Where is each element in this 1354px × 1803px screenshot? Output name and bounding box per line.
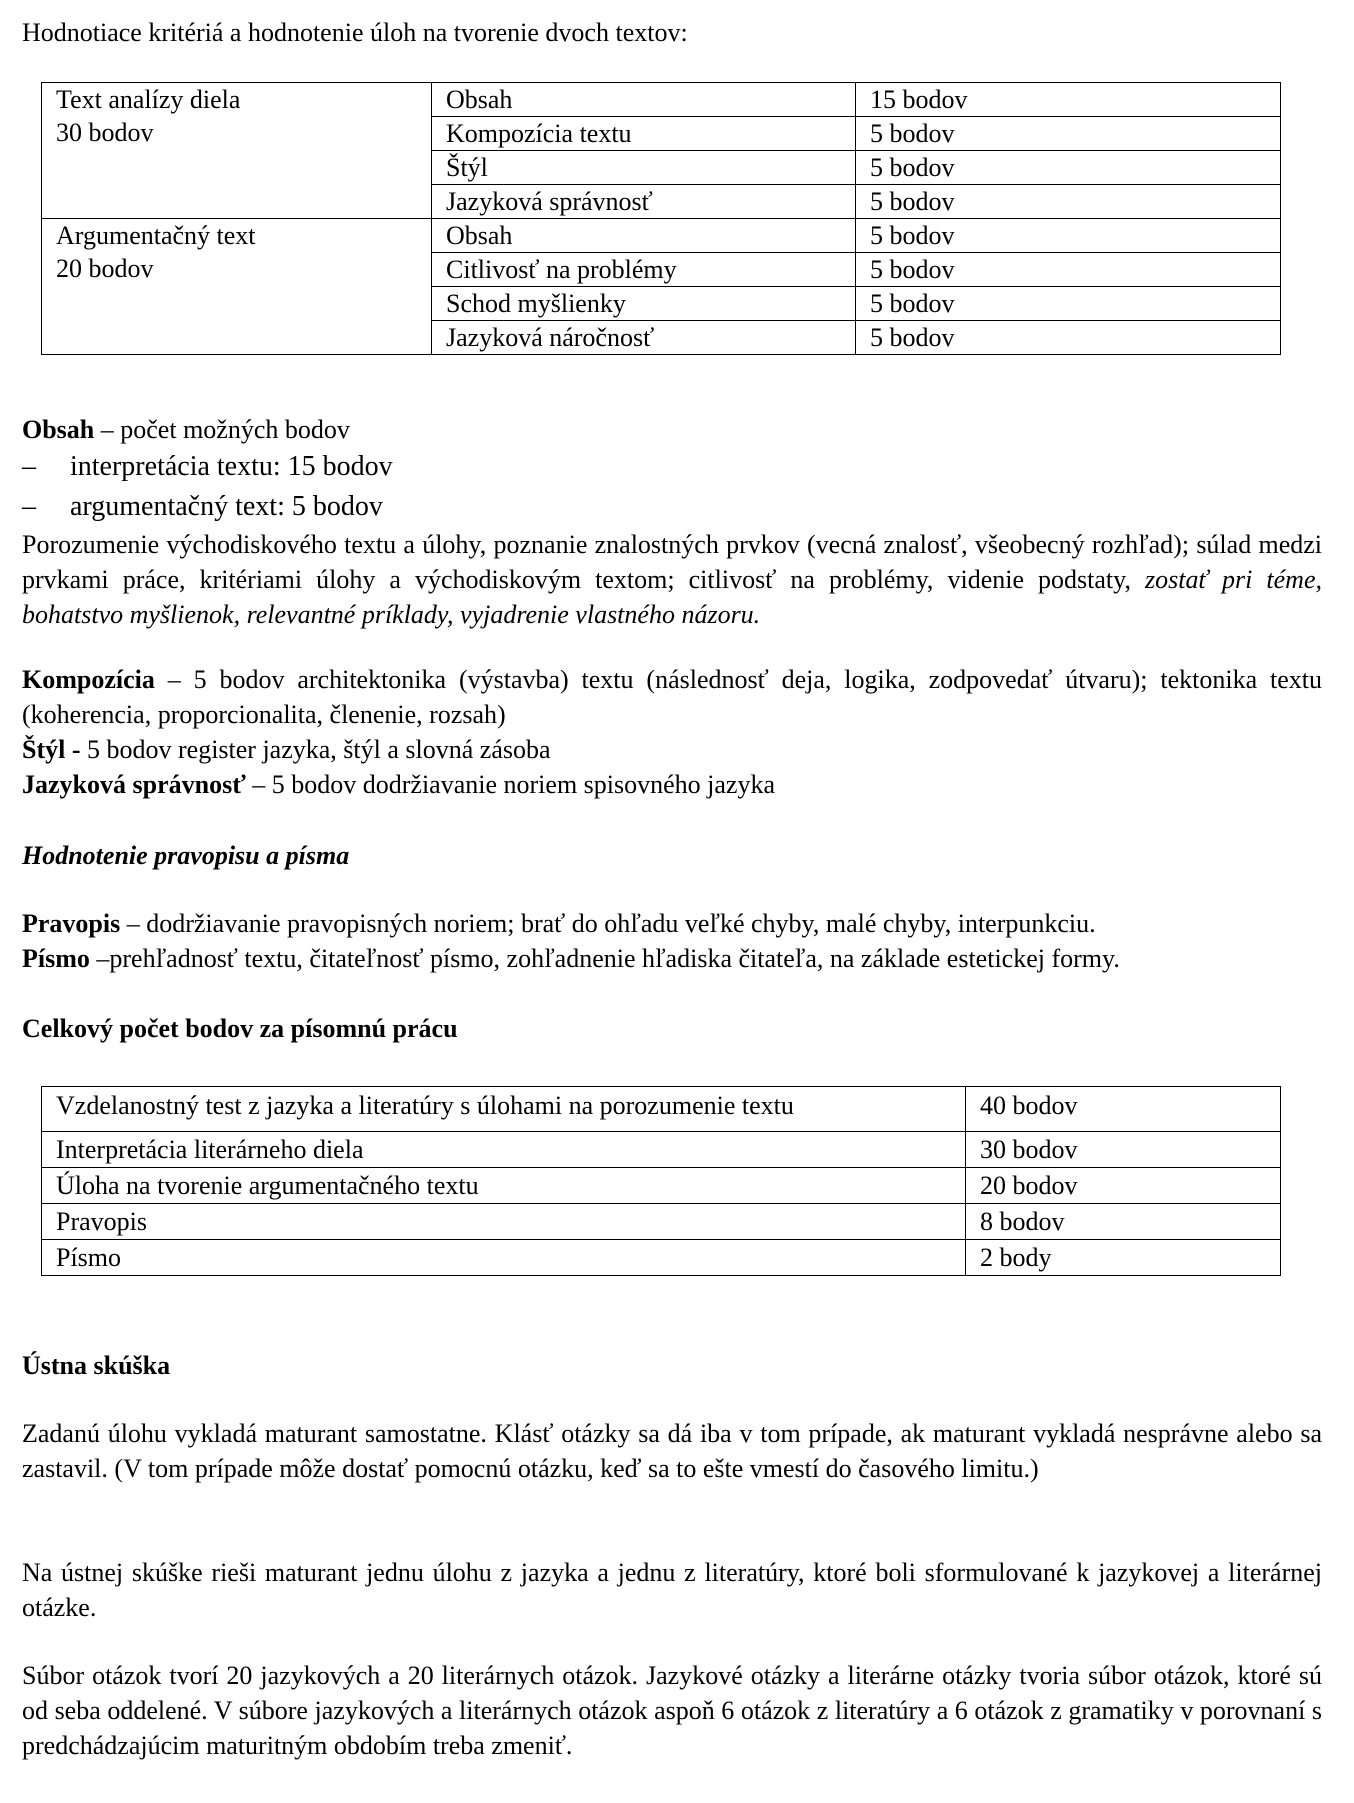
group-cell: [42, 219, 432, 355]
item-cell: Pravopis: [42, 1204, 966, 1240]
oral-paragraph-2: Na ústnej skúške rieši maturant jednu úlohu z jazyka a jednu z literatúry, ktoré boli sformulované k jazykovej a literárnej otázke.: [22, 1558, 1322, 1622]
criterion-cell: Jazyková náročnosť: [432, 321, 856, 355]
list-item: [22, 447, 1322, 487]
spravnost-rest: – 5 bodov dodržiavanie noriem spisovného jazyka: [245, 770, 776, 799]
pravopis-section: [22, 906, 1322, 976]
item-cell: Vzdelanostný test z jazyka a literatúry s úlohami na porozumenie textu: [42, 1087, 966, 1132]
obsah-para-italic: zostať pri téme, bohatstvo myšlienok, relevantné príklady, vyjadrenie vlastného názoru.: [22, 565, 1322, 629]
oral-paragraph-3: Súbor otázok tvorí 20 jazykových a 20 literárnych otázok. Jazykové otázky a literárne otázky tvoria súbor otázok, ktoré sú od seba oddelené. V súbore jazykových a literárnych otázok aspoň 6 otázok z literatúry a 6 otázok z gramatiky v porovnaní s predchádzajúcim maturitným obdobím treba zmeniť.: [22, 1661, 1322, 1760]
criterion-cell: Obsah: [432, 219, 856, 253]
pravopis-text: [22, 906, 1322, 941]
list-item-text: interpretácia textu: 15 bodov: [70, 451, 393, 482]
points-cell: 40 bodov: [966, 1087, 1281, 1132]
pravopis-heading: Hodnotenie pravopisu a písma: [22, 841, 350, 870]
obsah-section: [22, 412, 1322, 632]
group-name: Argumentačný text: [56, 221, 256, 250]
styl-rest: 5 bodov register jazyka, štýl a slovná zásoba: [80, 735, 551, 764]
table-row: [42, 1087, 1281, 1132]
item-cell: Interpretácia literárneho diela: [42, 1132, 966, 1168]
table-row: [42, 1204, 1281, 1240]
points-cell: 2 body: [966, 1240, 1281, 1276]
table-row: [42, 1240, 1281, 1276]
styl-text: [22, 732, 1322, 767]
item-cell: Úloha na tvorenie argumentačného textu: [42, 1168, 966, 1204]
pismo-rest: –prehľadnosť textu, čitateľnosť písmo, zohľadnenie hľadiska čitateľa, na základe estetickej formy.: [89, 944, 1120, 973]
styl-label: Štýl -: [22, 735, 81, 764]
points-cell: 8 bodov: [966, 1204, 1281, 1240]
list-item-text: argumentačný text: 5 bodov: [70, 491, 383, 522]
kompozicia-rest: – 5 bodov architektonika (výstavba) textu (následnosť deja, logika, zodpovedať útvaru); tektonika textu (koherencia, proporcionalita, členenie, rozsah): [22, 665, 1322, 729]
obsah-para-text: Porozumenie východiskového textu a úlohy, poznanie znalostných prvkov (vecná znalosť, všeobecný rozhľad); súlad medzi prvkami práce, kritériami úlohy a východiskovým textom; citlivosť na problémy, videnie podstaty,: [22, 530, 1322, 594]
points-cell: 5 bodov: [856, 185, 1281, 219]
list-item: [22, 487, 1322, 527]
spravnost-text: [22, 767, 1322, 802]
points-cell: 20 bodov: [966, 1168, 1281, 1204]
points-cell: 30 bodov: [966, 1132, 1281, 1168]
oral-heading: Ústna skúška: [22, 1351, 171, 1380]
oral-paragraph-1: Zadanú úlohu vykladá maturant samostatne. Klásť otázky sa dá iba v tom prípade, ak maturant vykladá nesprávne alebo sa zastavil. (V tom prípade môže dostať pomocnú otázku, keď sa to ešte vmestí do časového limitu.): [22, 1419, 1322, 1483]
pismo-label: Písmo: [22, 944, 90, 973]
table-row: [42, 1132, 1281, 1168]
points-cell: 5 bodov: [856, 151, 1281, 185]
kompozicia-label: Kompozícia: [22, 665, 155, 694]
criterion-cell: Citlivosť na problémy: [432, 253, 856, 287]
points-cell: 15 bodov: [856, 83, 1281, 117]
total-heading: Celkový počet bodov za písomnú prácu: [22, 1014, 458, 1043]
criterion-cell: Kompozícia textu: [432, 117, 856, 151]
points-cell: 5 bodov: [856, 253, 1281, 287]
group-points: 30 bodov: [56, 118, 154, 147]
table-row: [42, 1168, 1281, 1204]
points-cell: 5 bodov: [856, 321, 1281, 355]
table-row: [42, 219, 1281, 253]
obsah-label: Obsah: [22, 415, 95, 444]
criterion-cell: Schod myšlienky: [432, 287, 856, 321]
criterion-cell: Jazyková správnosť: [432, 185, 856, 219]
group-name: Text analízy diela: [56, 85, 241, 114]
spravnost-label: Jazyková správnosť: [22, 770, 246, 799]
criterion-cell: Štýl: [432, 151, 856, 185]
points-cell: 5 bodov: [856, 219, 1281, 253]
pravopis-rest: – dodržiavanie pravopisných noriem; brať do ohľadu veľké chyby, malé chyby, interpunkciu.: [120, 909, 1096, 938]
criteria-table: [41, 82, 1281, 355]
group-cell: [42, 83, 432, 219]
intro-text: Hodnotiace kritériá a hodnotenie úloh na tvorenie dvoch textov:: [22, 18, 688, 47]
points-cell: 5 bodov: [856, 287, 1281, 321]
kompozicia-text: [22, 662, 1322, 732]
table-row: [42, 83, 1281, 117]
group-points: 20 bodov: [56, 254, 154, 283]
dash-bullet: –: [22, 451, 36, 482]
total-table: [41, 1086, 1281, 1276]
pravopis-label: Pravopis: [22, 909, 121, 938]
kompozicia-section: [22, 662, 1322, 802]
obsah-paragraph: [22, 527, 1322, 632]
obsah-rest: – počet možných bodov: [94, 415, 350, 444]
pismo-text: [22, 941, 1322, 976]
obsah-heading: [22, 412, 1322, 447]
points-cell: 5 bodov: [856, 117, 1281, 151]
item-cell: Písmo: [42, 1240, 966, 1276]
dash-bullet: –: [22, 491, 36, 522]
criterion-cell: Obsah: [432, 83, 856, 117]
